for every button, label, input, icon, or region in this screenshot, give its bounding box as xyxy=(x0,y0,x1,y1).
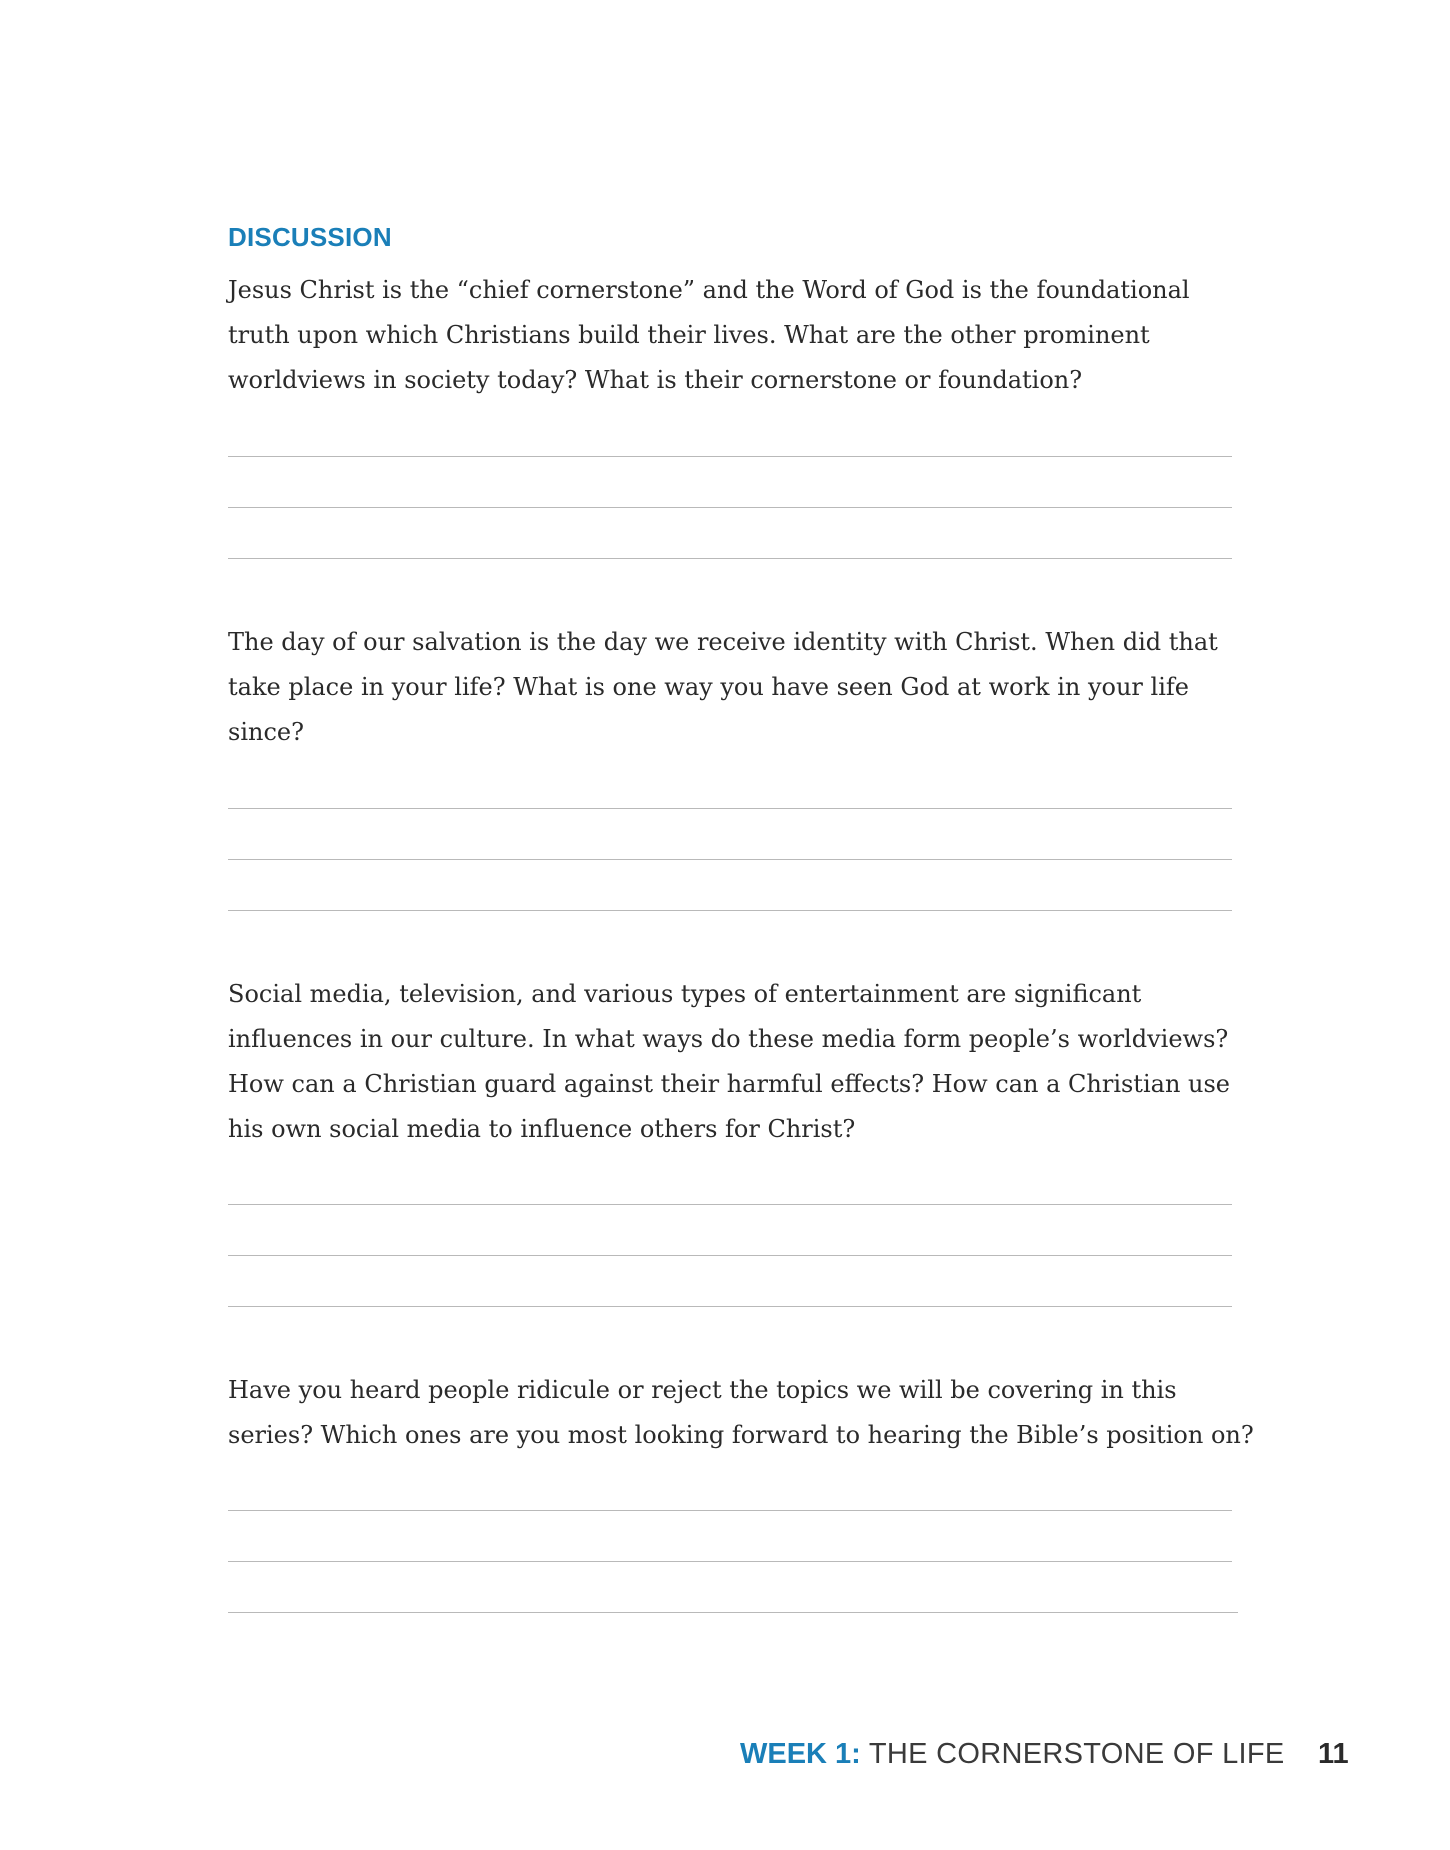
answer-line[interactable] xyxy=(228,1204,1232,1205)
page-number: 11 xyxy=(1318,1738,1349,1770)
answer-line[interactable] xyxy=(228,1510,1232,1511)
answer-line[interactable] xyxy=(228,1306,1232,1307)
discussion-question-3: Social media, television, and various types of entertainment are significant influences in our culture. In what ways do these media form people’s worldviews? How can a Christian guard against their harmful effects? How can a Christian use his own social media to influence others for Christ? xyxy=(228,980,1230,1143)
running-footer xyxy=(740,1738,1285,1771)
answer-line[interactable] xyxy=(228,1612,1238,1613)
footer-chapter-title: THE CORNERSTONE OF LIFE xyxy=(868,1738,1285,1770)
answer-line[interactable] xyxy=(228,910,1232,911)
answer-line[interactable] xyxy=(228,558,1232,559)
answer-line[interactable] xyxy=(228,456,1232,457)
section-heading: DISCUSSION xyxy=(228,222,392,252)
answer-line[interactable] xyxy=(228,1255,1232,1256)
answer-line[interactable] xyxy=(228,1561,1232,1562)
discussion-question-4: Have you heard people ridicule or reject the topics we will be covering in this series? Which ones are you most looking forward to hearing the Bible’s position on? xyxy=(228,1376,1254,1449)
discussion-question-1: Jesus Christ is the “chief cornerstone” and the Word of God is the foundational truth upon which Christians build their lives. What are the other prominent worldviews in society today? What is their cornerstone or foundation? xyxy=(228,276,1190,394)
answer-line[interactable] xyxy=(228,859,1232,860)
answer-line[interactable] xyxy=(228,808,1232,809)
answer-line[interactable] xyxy=(228,507,1232,508)
discussion-question-2: The day of our salvation is the day we receive identity with Christ. When did that take place in your life? What is one way you have seen God at work in your life since? xyxy=(228,628,1218,746)
footer-week-label: WEEK 1: xyxy=(740,1738,861,1770)
